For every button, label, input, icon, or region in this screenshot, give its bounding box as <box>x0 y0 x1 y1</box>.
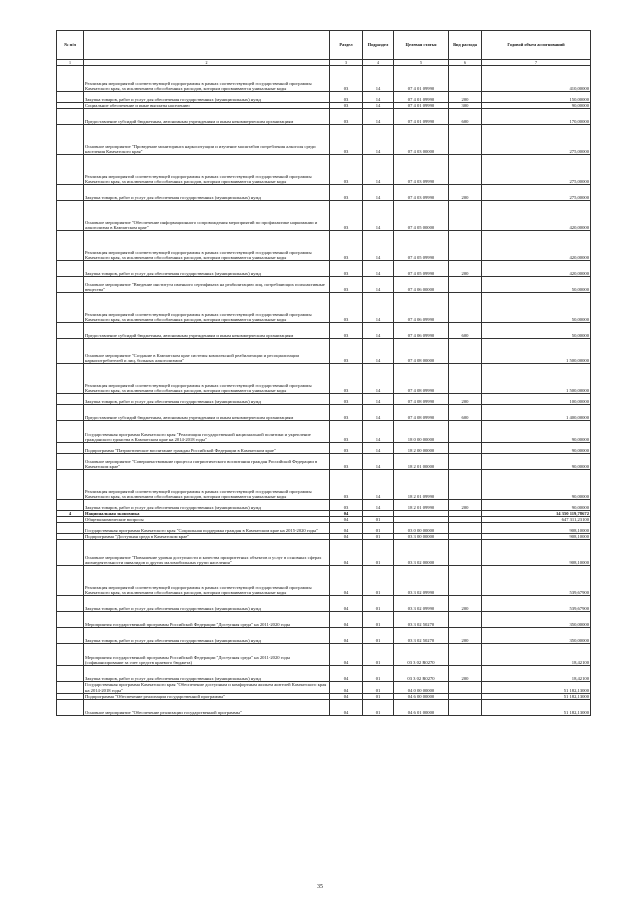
cell-amount: 50,00000 <box>482 323 591 339</box>
cell-name: Основное мероприятие "Введение института именного сертификата на реабилитацию лиц, потребляющих психоактивные вещества" <box>84 277 330 293</box>
cell-podrazdel: 14 <box>363 364 394 394</box>
cell-name: Закупка товаров, работ и услуг для обеспечения государственных (муниципальных) нужд <box>84 261 330 277</box>
cell-name: Реализация мероприятий соответствующей подпрограммы в рамках соответствующей государственной программы Камчатского края, за исключением обособленных расходов, которым присваиваются уникальные коды <box>84 566 330 596</box>
cell-target-article: 03 3 02 09990 <box>394 596 449 612</box>
table-row <box>57 470 591 500</box>
table-row <box>57 628 591 644</box>
table-row <box>57 66 591 92</box>
cell-amount: 170,00000 <box>482 109 591 125</box>
cell-podrazdel: 01 <box>363 644 394 666</box>
cell-expense-type <box>449 644 482 666</box>
cell-razdel: 03 <box>330 470 363 500</box>
cell-amount: 50,00000 <box>482 293 591 323</box>
cell-amount: 90,00000 <box>482 421 591 443</box>
cell-amount: 90,00000 <box>482 443 591 454</box>
cell-target-article: 18 2 01 00000 <box>394 454 449 470</box>
table-row <box>57 339 591 364</box>
cell-num <box>57 666 84 682</box>
cell-expense-type: 200 <box>449 261 482 277</box>
cell-expense-type: 200 <box>449 394 482 405</box>
table-body <box>57 66 591 716</box>
cell-target-article: 07 4 08 00000 <box>394 339 449 364</box>
col-number: 4 <box>363 60 394 66</box>
cell-num <box>57 540 84 566</box>
cell-expense-type <box>449 443 482 454</box>
cell-amount: 420,00000 <box>482 231 591 261</box>
cell-amount: 539,67900 <box>482 566 591 596</box>
cell-podrazdel: 14 <box>363 470 394 500</box>
cell-expense-type <box>449 155 482 185</box>
cell-target-article: 07 4 03 09990 <box>394 185 449 201</box>
cell-name: Реализация мероприятий соответствующей подпрограммы в рамках соответствующей государственной программы Камчатского края, за исключением обособленных расходов, которым присваиваются уникальные коды <box>84 155 330 185</box>
cell-razdel: 03 <box>330 155 363 185</box>
cell-name: Закупка товаров, работ и услуг для обеспечения государственных (муниципальных) нужд <box>84 628 330 644</box>
cell-name: Реализация мероприятий соответствующей подпрограммы в рамках соответствующей государственной программы Камчатского края, за исключением обособленных расходов, которым присваиваются уникальные коды <box>84 364 330 394</box>
cell-target-article: 03 3 02 R0270 <box>394 666 449 682</box>
cell-name: Основное мероприятие "Создание в Камчатском крае системы комплексной реабилитации и ресоциализации наркопотребителей и лиц, больных алкоголизмом" <box>84 339 330 364</box>
cell-name: Общеэкономические вопросы <box>84 517 330 523</box>
cell-amount: 51 182,13000 <box>482 699 591 715</box>
cell-podrazdel: 14 <box>363 231 394 261</box>
cell-podrazdel: 01 <box>363 666 394 682</box>
cell-num <box>57 339 84 364</box>
cell-name: Предоставление субсидий бюджетным, автономным учреждениям и иным некоммерческим организациям <box>84 323 330 339</box>
cell-amount: 150,00000 <box>482 92 591 103</box>
header-expense-type: Вид расхода <box>449 31 482 60</box>
cell-razdel: 04 <box>330 523 363 534</box>
cell-podrazdel: 14 <box>363 405 394 421</box>
cell-num <box>57 699 84 715</box>
cell-podrazdel: 14 <box>363 103 394 109</box>
cell-target-article: 03 3 02 50270 <box>394 612 449 628</box>
cell-num <box>57 364 84 394</box>
budget-table <box>56 30 591 716</box>
table-row <box>57 500 591 511</box>
table-row <box>57 644 591 666</box>
cell-expense-type <box>449 523 482 534</box>
cell-target-article: 07 4 05 00000 <box>394 201 449 231</box>
cell-target-article: 07 4 06 09990 <box>394 323 449 339</box>
cell-amount: 908,10000 <box>482 534 591 540</box>
header-name <box>84 31 330 60</box>
cell-razdel: 03 <box>330 323 363 339</box>
table-row <box>57 612 591 628</box>
cell-expense-type <box>449 612 482 628</box>
cell-podrazdel: 01 <box>363 540 394 566</box>
cell-razdel: 03 <box>330 261 363 277</box>
cell-target-article: 07 4 08 09990 <box>394 394 449 405</box>
cell-target-article: 07 4 03 00000 <box>394 125 449 155</box>
cell-podrazdel: 14 <box>363 66 394 92</box>
cell-name: Закупка товаров, работ и услуг для обеспечения государственных (муниципальных) нужд <box>84 394 330 405</box>
cell-name: Национальная экономика <box>84 511 330 517</box>
table-row <box>57 155 591 185</box>
cell-amount: 908,10000 <box>482 540 591 566</box>
cell-podrazdel: 01 <box>363 523 394 534</box>
cell-num <box>57 470 84 500</box>
col-number: 7 <box>482 60 591 66</box>
table-row <box>57 566 591 596</box>
cell-expense-type <box>449 454 482 470</box>
cell-razdel: 04 <box>330 612 363 628</box>
cell-amount: 350,00000 <box>482 612 591 628</box>
cell-name: Подпрограмма "Обеспечение реализации государственной программы" <box>84 693 330 699</box>
cell-target-article: 07 4 06 09990 <box>394 293 449 323</box>
col-number: 6 <box>449 60 482 66</box>
table-row <box>57 231 591 261</box>
cell-target-article: 03 0 00 00000 <box>394 523 449 534</box>
cell-expense-type: 600 <box>449 323 482 339</box>
cell-expense-type: 200 <box>449 596 482 612</box>
cell-name: Основное мероприятие "Совершенствование процесса патриотического воспитания граждан Российской Федерации в Камчатском крае" <box>84 454 330 470</box>
table-row <box>57 109 591 125</box>
cell-name: Основное мероприятие "Повышение уровня доступности и качества приоритетных объектов и услуг в основных сферах жизнедеятельности инвалидов и других маломобильных групп населения" <box>84 540 330 566</box>
cell-num <box>57 612 84 628</box>
cell-num: 4 <box>57 511 84 517</box>
cell-name: Мероприятия государственной программы Российской Федерации "Доступная среда" на 2011-2020 годы (софинансирование за счет средств краевого бюджета) <box>84 644 330 666</box>
cell-razdel: 03 <box>330 454 363 470</box>
cell-target-article: 03 3 02 50270 <box>394 628 449 644</box>
cell-razdel: 04 <box>330 511 363 517</box>
cell-num <box>57 566 84 596</box>
cell-num <box>57 261 84 277</box>
cell-name: Государственная программа Камчатского края "Реализация государственной национальной политики и укрепление гражданского единства в Камчатском крае на 2014-2018 годы" <box>84 421 330 443</box>
cell-amount: 350,00000 <box>482 628 591 644</box>
cell-target-article: 07 4 01 09990 <box>394 66 449 92</box>
cell-amount: 90,00000 <box>482 500 591 511</box>
cell-razdel: 03 <box>330 277 363 293</box>
cell-razdel: 03 <box>330 421 363 443</box>
cell-podrazdel: 01 <box>363 534 394 540</box>
cell-razdel: 04 <box>330 699 363 715</box>
cell-num <box>57 454 84 470</box>
cell-razdel: 03 <box>330 443 363 454</box>
cell-target-article: 03 3 02 R0270 <box>394 644 449 666</box>
cell-name: Мероприятия государственной программы Российской Федерации "Доступная среда" на 2011-2020 годы <box>84 612 330 628</box>
cell-num <box>57 109 84 125</box>
cell-name: Государственная программа Камчатского края "Социальная поддержка граждан в Камчатском крае на 2015-2020 годы" <box>84 523 330 534</box>
cell-name: Предоставление субсидий бюджетным, автономным учреждениям и иным некоммерческим организациям <box>84 109 330 125</box>
table-row <box>57 405 591 421</box>
cell-podrazdel: 14 <box>363 421 394 443</box>
cell-razdel: 03 <box>330 103 363 109</box>
table-row <box>57 185 591 201</box>
cell-podrazdel: 14 <box>363 394 394 405</box>
cell-num <box>57 394 84 405</box>
cell-amount: 1 500,00000 <box>482 364 591 394</box>
table-row <box>57 323 591 339</box>
cell-num <box>57 155 84 185</box>
cell-amount: 51 182,13000 <box>482 682 591 693</box>
cell-podrazdel: 01 <box>363 517 394 523</box>
cell-target-article: 04 6 01 00000 <box>394 699 449 715</box>
cell-amount: 100,00000 <box>482 394 591 405</box>
table-row <box>57 596 591 612</box>
cell-name: Основное мероприятие "Проведение мониторинга наркоситуации и изучение масштабов потребления алкоголя среди населения Камчатского края" <box>84 125 330 155</box>
cell-amount: 90,00000 <box>482 103 591 109</box>
table-row <box>57 540 591 566</box>
table-row <box>57 201 591 231</box>
cell-razdel: 04 <box>330 682 363 693</box>
cell-num <box>57 523 84 534</box>
table-row <box>57 394 591 405</box>
cell-expense-type <box>449 339 482 364</box>
cell-num <box>57 421 84 443</box>
cell-expense-type: 200 <box>449 500 482 511</box>
cell-name: Основное мероприятие "Обеспечение реализации государственной программы" <box>84 699 330 715</box>
cell-razdel: 04 <box>330 628 363 644</box>
cell-expense-type <box>449 364 482 394</box>
cell-name: Закупка товаров, работ и услуг для обеспечения государственных (муниципальных) нужд <box>84 666 330 682</box>
cell-podrazdel: 01 <box>363 612 394 628</box>
cell-num <box>57 231 84 261</box>
cell-amount: 50,00000 <box>482 277 591 293</box>
cell-name: Реализация мероприятий соответствующей подпрограммы в рамках соответствующей государственной программы Камчатского края, за исключением обособленных расходов, которым присваиваются уникальные коды <box>84 66 330 92</box>
cell-amount: 275,00000 <box>482 185 591 201</box>
cell-amount: 18,42100 <box>482 644 591 666</box>
cell-name: Закупка товаров, работ и услуг для обеспечения государственных (муниципальных) нужд <box>84 92 330 103</box>
col-number: 2 <box>84 60 330 66</box>
cell-expense-type <box>449 231 482 261</box>
col-number: 5 <box>394 60 449 66</box>
cell-razdel: 04 <box>330 644 363 666</box>
cell-expense-type <box>449 470 482 500</box>
table-row <box>57 523 591 534</box>
cell-podrazdel: 14 <box>363 201 394 231</box>
cell-expense-type <box>449 277 482 293</box>
cell-podrazdel: 01 <box>363 682 394 693</box>
cell-target-article: 07 4 08 09990 <box>394 405 449 421</box>
cell-target-article: 07 4 08 09990 <box>394 364 449 394</box>
cell-razdel: 04 <box>330 517 363 523</box>
cell-podrazdel: 14 <box>363 92 394 103</box>
cell-expense-type: 200 <box>449 628 482 644</box>
header-num: № п/п <box>57 31 84 60</box>
cell-name: Основное мероприятие "Обеспечение информационного сопровождения мероприятий по профилактике наркомании и алкоголизма в Камчатском крае" <box>84 201 330 231</box>
cell-expense-type: 600 <box>449 405 482 421</box>
cell-name: Социальное обеспечение и иные выплаты населению <box>84 103 330 109</box>
cell-amount: 275,00000 <box>482 155 591 185</box>
cell-target-article: 04 0 00 00000 <box>394 682 449 693</box>
cell-expense-type: 600 <box>449 109 482 125</box>
col-number: 1 <box>57 60 84 66</box>
cell-podrazdel: 14 <box>363 109 394 125</box>
cell-amount: 647 311,23100 <box>482 517 591 523</box>
table-row <box>57 92 591 103</box>
cell-razdel: 03 <box>330 109 363 125</box>
cell-podrazdel: 14 <box>363 339 394 364</box>
table-row <box>57 364 591 394</box>
cell-name: Реализация мероприятий соответствующей подпрограммы в рамках соответствующей государственной программы Камчатского края, за исключением обособленных расходов, которым присваиваются уникальные коды <box>84 293 330 323</box>
cell-target-article: 18 2 01 09990 <box>394 470 449 500</box>
cell-name: Закупка товаров, работ и услуг для обеспечения государственных (муниципальных) нужд <box>84 596 330 612</box>
cell-num <box>57 682 84 693</box>
cell-name: Государственная программа Камчатского края "Обеспечение доступным и комфортным жильем жителей Камчатского края на 2014-2018 годы" <box>84 682 330 693</box>
cell-num <box>57 443 84 454</box>
cell-amount: 539,67900 <box>482 596 591 612</box>
cell-expense-type <box>449 540 482 566</box>
table-row <box>57 443 591 454</box>
cell-razdel: 04 <box>330 666 363 682</box>
header-podrazdel: Подраздел <box>363 31 394 60</box>
cell-podrazdel: 14 <box>363 185 394 201</box>
cell-num <box>57 201 84 231</box>
cell-target-article: 07 4 01 09990 <box>394 103 449 109</box>
cell-razdel: 03 <box>330 394 363 405</box>
cell-expense-type <box>449 125 482 155</box>
cell-amount: 420,00000 <box>482 261 591 277</box>
cell-num <box>57 293 84 323</box>
cell-target-article: 18 2 00 00000 <box>394 443 449 454</box>
cell-podrazdel: 01 <box>363 693 394 699</box>
cell-amount: 18,42100 <box>482 666 591 682</box>
table-row <box>57 682 591 693</box>
cell-target-article: 18 2 01 09990 <box>394 500 449 511</box>
cell-razdel: 03 <box>330 201 363 231</box>
cell-podrazdel: 01 <box>363 566 394 596</box>
cell-razdel: 03 <box>330 185 363 201</box>
budget-table-sheet <box>56 30 590 716</box>
cell-name: Предоставление субсидий бюджетным, автономным учреждениям и иным некоммерческим организациям <box>84 405 330 421</box>
cell-razdel: 04 <box>330 596 363 612</box>
cell-razdel: 03 <box>330 405 363 421</box>
table-row <box>57 666 591 682</box>
page-number: 35 <box>317 884 323 890</box>
cell-razdel: 03 <box>330 500 363 511</box>
cell-expense-type: 300 <box>449 103 482 109</box>
cell-target-article: 07 4 01 09990 <box>394 109 449 125</box>
cell-name: Подпрограмма "Доступная среда в Камчатском крае" <box>84 534 330 540</box>
cell-name: Подпрограмма "Патриотическое воспитание граждан Российской Федерации в Камчатском крае" <box>84 443 330 454</box>
table-header-row <box>57 31 591 60</box>
cell-razdel: 03 <box>330 66 363 92</box>
cell-amount: 275,00000 <box>482 125 591 155</box>
cell-expense-type <box>449 293 482 323</box>
cell-amount: 908,10000 <box>482 523 591 534</box>
cell-amount: 90,00000 <box>482 454 591 470</box>
header-annual-amount: Годовой объем ассигнований <box>482 31 591 60</box>
cell-target-article: 18 0 00 00000 <box>394 421 449 443</box>
cell-podrazdel: 14 <box>363 500 394 511</box>
cell-podrazdel: 14 <box>363 454 394 470</box>
cell-target-article: 07 4 05 09990 <box>394 261 449 277</box>
cell-target-article: 04 6 00 00000 <box>394 693 449 699</box>
cell-name: Закупка товаров, работ и услуг для обеспечения государственных (муниципальных) нужд <box>84 500 330 511</box>
cell-amount: 90,00000 <box>482 470 591 500</box>
table-row <box>57 125 591 155</box>
cell-expense-type: 200 <box>449 92 482 103</box>
cell-razdel: 03 <box>330 125 363 155</box>
cell-target-article: 03 3 02 00000 <box>394 540 449 566</box>
cell-amount: 14 350 119,78672 <box>482 511 591 517</box>
cell-expense-type <box>449 566 482 596</box>
cell-target-article: 07 4 05 09990 <box>394 231 449 261</box>
cell-razdel: 03 <box>330 364 363 394</box>
cell-podrazdel: 01 <box>363 699 394 715</box>
cell-num <box>57 66 84 92</box>
table-row <box>57 261 591 277</box>
cell-num <box>57 185 84 201</box>
table-row <box>57 454 591 470</box>
cell-num <box>57 628 84 644</box>
cell-num <box>57 596 84 612</box>
cell-expense-type <box>449 421 482 443</box>
cell-razdel: 03 <box>330 231 363 261</box>
cell-num <box>57 644 84 666</box>
cell-target-article: 03 3 00 00000 <box>394 534 449 540</box>
cell-name: Реализация мероприятий соответствующей подпрограммы в рамках соответствующей государственной программы Камчатского края, за исключением обособленных расходов, которым присваиваются уникальные коды <box>84 470 330 500</box>
cell-razdel: 04 <box>330 693 363 699</box>
cell-target-article: 07 4 03 09990 <box>394 155 449 185</box>
cell-podrazdel: 14 <box>363 443 394 454</box>
cell-amount: 1 500,00000 <box>482 339 591 364</box>
cell-num <box>57 323 84 339</box>
cell-expense-type: 200 <box>449 666 482 682</box>
cell-podrazdel: 14 <box>363 323 394 339</box>
cell-podrazdel: 14 <box>363 261 394 277</box>
cell-expense-type <box>449 66 482 92</box>
cell-expense-type: 200 <box>449 185 482 201</box>
cell-razdel: 03 <box>330 339 363 364</box>
cell-expense-type <box>449 201 482 231</box>
cell-podrazdel: 14 <box>363 155 394 185</box>
header-razdel: Раздел <box>330 31 363 60</box>
col-number: 3 <box>330 60 363 66</box>
cell-name: Закупка товаров, работ и услуг для обеспечения государственных (муниципальных) нужд <box>84 185 330 201</box>
cell-podrazdel: 14 <box>363 125 394 155</box>
cell-target-article: 07 4 01 09990 <box>394 92 449 103</box>
cell-amount: 420,00000 <box>482 201 591 231</box>
cell-num <box>57 92 84 103</box>
cell-razdel: 03 <box>330 293 363 323</box>
cell-podrazdel: 01 <box>363 628 394 644</box>
cell-razdel: 04 <box>330 540 363 566</box>
cell-amount: 1 400,00000 <box>482 405 591 421</box>
cell-target-article: 07 4 06 00000 <box>394 277 449 293</box>
table-row <box>57 293 591 323</box>
cell-podrazdel: 14 <box>363 293 394 323</box>
cell-expense-type <box>449 682 482 693</box>
cell-num <box>57 125 84 155</box>
cell-expense-type <box>449 699 482 715</box>
table-row <box>57 277 591 293</box>
cell-target-article: 03 3 02 09990 <box>394 566 449 596</box>
cell-num <box>57 500 84 511</box>
cell-podrazdel: 01 <box>363 596 394 612</box>
cell-num <box>57 405 84 421</box>
cell-amount: 51 182,13000 <box>482 693 591 699</box>
header-target-article: Целевая статья <box>394 31 449 60</box>
table-row <box>57 421 591 443</box>
cell-razdel: 03 <box>330 92 363 103</box>
cell-name: Реализация мероприятий соответствующей подпрограммы в рамках соответствующей государственной программы Камчатского края, за исключением обособленных расходов, которым присваиваются уникальные коды <box>84 231 330 261</box>
cell-num <box>57 277 84 293</box>
cell-podrazdel: 14 <box>363 277 394 293</box>
cell-amount: 410,00000 <box>482 66 591 92</box>
table-row <box>57 699 591 715</box>
cell-razdel: 04 <box>330 566 363 596</box>
cell-razdel: 04 <box>330 534 363 540</box>
